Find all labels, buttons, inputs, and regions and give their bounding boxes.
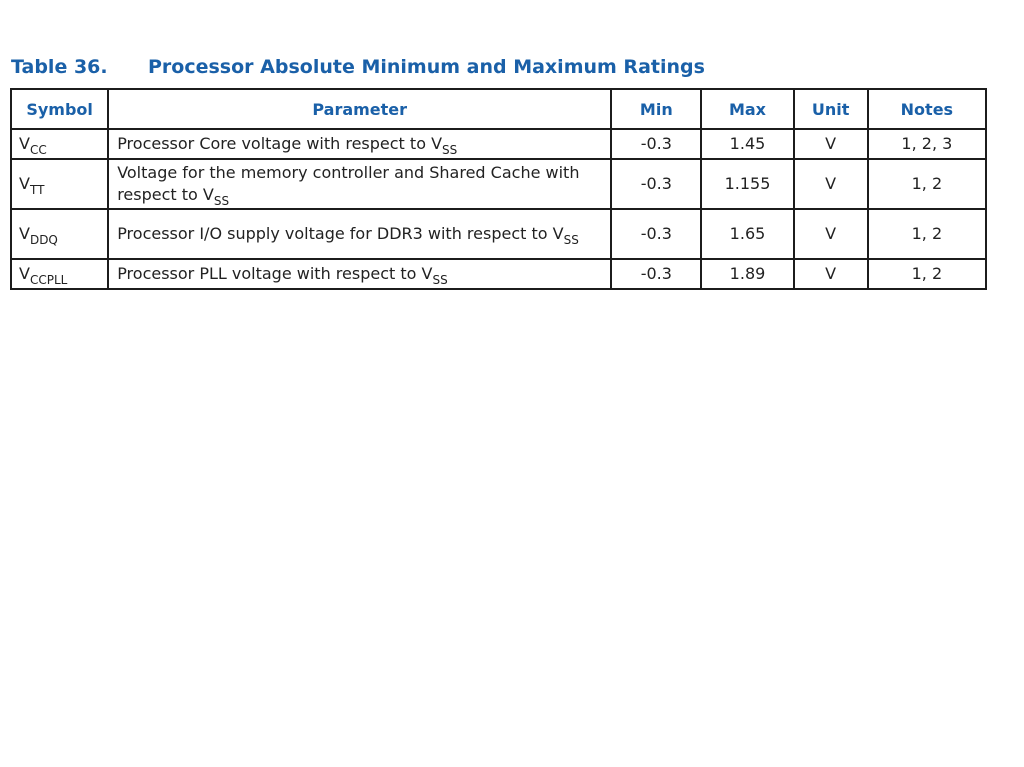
min-cell: -0.3: [611, 209, 701, 259]
max-cell: 1.155: [701, 159, 793, 209]
parameter-cell: Voltage for the memory controller and Shared Cache with respect to $V_{SS}$: [108, 159, 611, 209]
max-cell: 1.89: [701, 259, 793, 289]
symbol-cell: $V_{CC}$: [11, 129, 108, 159]
symbol-cell: $V_{DDQ}$: [11, 209, 108, 259]
parameter-cell: Processor I/O supply voltage for DDR3 with respect to $V_{SS}$: [108, 209, 611, 259]
min-cell: -0.3: [611, 159, 701, 209]
header-symbol: Symbol: [11, 89, 108, 129]
header-unit: Unit: [794, 89, 868, 129]
max-cell: 1.65: [701, 209, 793, 259]
notes-cell: 1, 2: [868, 259, 986, 289]
table-title: [11, 56, 705, 78]
notes-cell: 1, 2, 3: [868, 129, 986, 159]
header-row: [11, 89, 986, 129]
symbol-cell: $V_{TT}$: [11, 159, 108, 209]
header-parameter: Parameter: [108, 89, 611, 129]
unit-cell: V: [794, 129, 868, 159]
min-cell: -0.3: [611, 259, 701, 289]
table-row: [11, 129, 986, 159]
notes-cell: 1, 2: [868, 159, 986, 209]
unit-cell: V: [794, 159, 868, 209]
unit-cell: V: [794, 209, 868, 259]
header-max: Max: [701, 89, 793, 129]
symbol-cell: $V_{CCPLL}$: [11, 259, 108, 289]
table-row: [11, 259, 986, 289]
header-notes: Notes: [868, 89, 986, 129]
table-row: [11, 159, 986, 209]
notes-cell: 1, 2: [868, 209, 986, 259]
parameter-cell: Processor PLL voltage with respect to $V_{SS}$: [108, 259, 611, 289]
table-row: [11, 209, 986, 259]
ratings-table: [10, 88, 987, 290]
max-cell: 1.45: [701, 129, 793, 159]
parameter-cell: Processor Core voltage with respect to $V_{SS}$: [108, 129, 611, 159]
table-number: Table 36.: [11, 56, 108, 78]
table-caption: Processor Absolute Minimum and Maximum Ratings: [148, 56, 705, 78]
unit-cell: V: [794, 259, 868, 289]
header-min: Min: [611, 89, 701, 129]
min-cell: -0.3: [611, 129, 701, 159]
